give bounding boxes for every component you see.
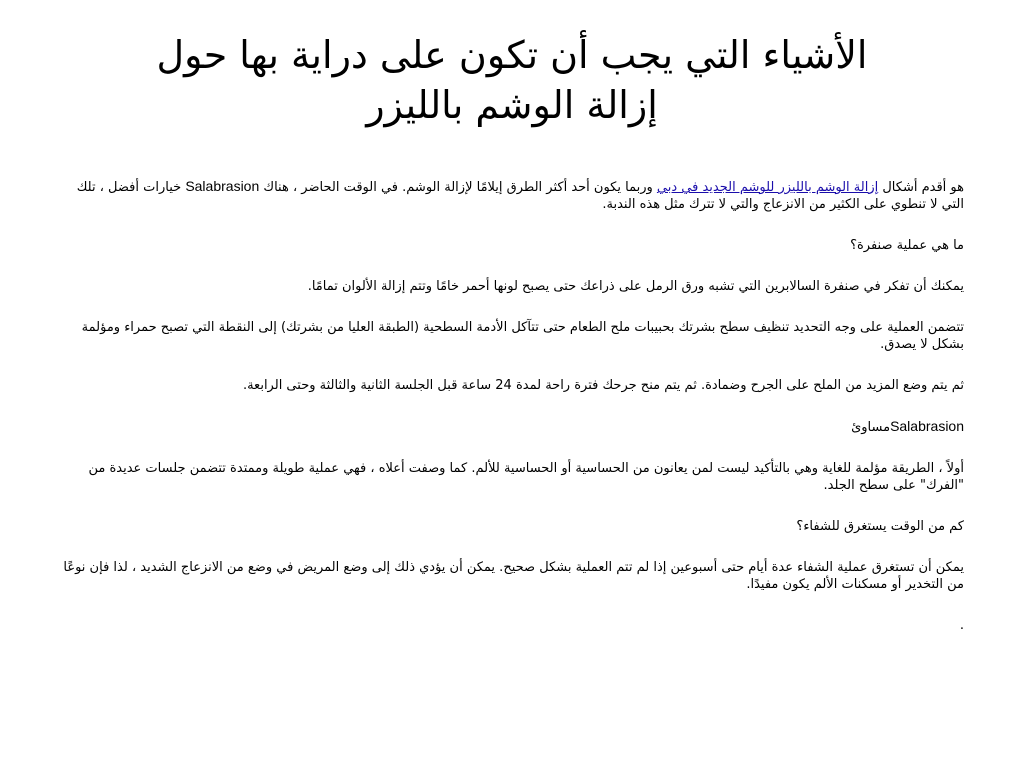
disadvantages-word: مساوئ — [851, 420, 891, 435]
trailing-period: . — [959, 618, 964, 633]
heading-healing-time: كم من الوقت يستغرق للشفاء؟ — [796, 519, 964, 534]
paragraph-healing: يمكن أن تستغرق عملية الشفاء عدة أيام حتى أسبوعين إذا لم تتم العملية بشكل صحيح. يمكن أن يؤدي ذلك إلى وضع المريض في وضع من الانزعاج الشديد ، لذا فإن نوعًا من التخدير أو مسكنات الألم يكون مفيدًا. — [63, 560, 964, 592]
heading-disadvantages — [60, 418, 964, 436]
title-line-2: إزالة الوشم بالليزر — [366, 83, 658, 127]
salabrasion-term: Salabrasion — [185, 178, 260, 194]
paragraph-sanding: يمكنك أن تفكر في صنفرة السالابرين التي تشبه ورق الرمل على ذراعك حتى يصبح لونها أحمر خامًا وتتم إزالة الألوان تمامًا. — [307, 279, 964, 294]
heading-what-is: ما هي عملية صنفرة؟ — [850, 238, 964, 253]
salabrasion-heading-term: Salabrasion — [890, 418, 964, 434]
title-line-1: الأشياء التي يجب أن تكون على دراية بها حول — [156, 33, 868, 77]
paragraph-sessions: ثم يتم وضع المزيد من الملح على الجرح وضمادة. ثم يتم منح جرحك فترة راحة لمدة 24 ساعة قبل الجلسة الثانية والثالثة وحتى الرابعة. — [242, 378, 964, 393]
intro-middle: وربما يكون أحد أكثر الطرق إيلامًا لإزالة الوشم. في الوقت الحاضر ، هناك — [259, 180, 657, 195]
article-body — [60, 178, 964, 658]
page-title — [60, 30, 964, 130]
intro-suffix: خيارات أفضل ، تلك التي لا تنطوي على الكثير من الانزعاج والتي لا تترك مثل هذه الندبة. — [76, 180, 964, 212]
tattoo-removal-link[interactable]: إزالة الوشم بالليزر للوشم الجديد في دبي — [656, 180, 879, 195]
paragraph-intro — [60, 178, 964, 213]
intro-prefix: هو أقدم أشكال — [878, 180, 964, 195]
paragraph-pain: أولاً ، الطريقة مؤلمة للغاية وهي بالتأكيد ليست لمن يعانون من الحساسية أو الحساسية للألم. كما وصفت أعلاه ، فهي عملية طويلة وممتدة تتضمن جلسات عديدة من "الفرك" على سطح الجلد. — [88, 461, 964, 493]
paragraph-process: تتضمن العملية على وجه التحديد تنظيف سطح بشرتك بحبيبات ملح الطعام حتى تتآكل الأدمة السطحية (الطبقة العليا من بشرتك) إلى النقطة التي تصبح حمراء ومؤلمة بشكل لا يصدق. — [81, 320, 964, 352]
